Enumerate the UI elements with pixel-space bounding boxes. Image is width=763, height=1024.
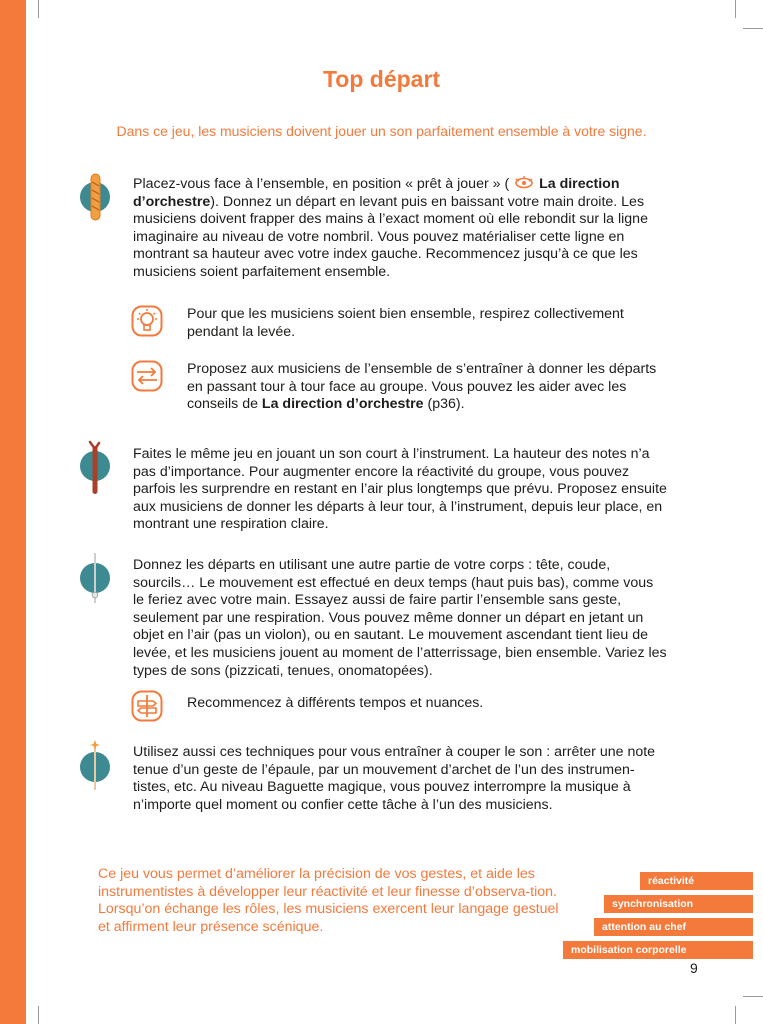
tip-paragraph: Pour que les musiciens soient bien ensemble, respirez collectivement pendant la levée. bbox=[187, 306, 624, 340]
step-paragraph: Utilisez aussi ces techniques pour vous entraîner à couper le son : arrêter une note tenue d’un geste de l’épaule, par un mouvement d’archet de l’un des instrumen-tistes, etc. Au niveau Baguette magique, vous pouvez interrompre la musique à n’importe quel moment ou confier cette tâche à l’un des musiciens. bbox=[133, 744, 656, 813]
page-number: 9 bbox=[690, 960, 698, 976]
branch-icon bbox=[80, 440, 112, 496]
page-title: Top départ bbox=[322, 66, 441, 92]
crop-mark bbox=[38, 0, 39, 18]
crop-mark bbox=[735, 1006, 736, 1024]
skill-tag: réactivité bbox=[640, 872, 753, 890]
swap-arrows-icon bbox=[131, 360, 163, 392]
tip-paragraph: Recommencez à différents tempos et nuances. bbox=[187, 695, 484, 711]
eye-icon bbox=[513, 176, 535, 189]
closing-summary: Ce jeu vous permet d’améliorer la précision de vos gestes, et aide les instrumentistes à développer leur réactivité et leur finesse d’observa-tion. Lorsqu’on échange les rôles, les musiciens exercent leur langage gestuel et affirment leur présence scénique. bbox=[98, 866, 559, 935]
signpost-icon bbox=[131, 690, 163, 722]
crop-mark bbox=[743, 28, 763, 29]
baguette-icon bbox=[80, 172, 112, 222]
magic-wand-icon bbox=[80, 740, 112, 790]
link-la-direction-orchestre[interactable]: La direction d’orchestre bbox=[133, 176, 620, 210]
wand-icon bbox=[80, 553, 112, 603]
crop-mark bbox=[743, 996, 763, 997]
skill-tag: attention au chef bbox=[594, 918, 753, 936]
side-color-band bbox=[0, 0, 26, 1024]
step-paragraph: Faites le même jeu en jouant un son court à l’instrument. La hauteur des notes n’a pas d’importance. Pour augmenter encore la réactivité du groupe, vous pouvez parfois les surprendre en restant en l’air plus longtemps que prévu. Proposez ensuite aux musiciens de donner les départs à leur tour, à l’instrument, depuis leur place, en montrant une respiration claire. bbox=[133, 446, 667, 533]
link-la-direction-orchestre[interactable]: La direction d’orchestre bbox=[261, 396, 424, 413]
crop-mark bbox=[38, 1006, 39, 1024]
step-paragraph: Donnez les départs en utilisant une autre partie de votre corps : tête, coude, sourcils… Le mouvement est effectué en deux temps (haut puis bas), comme vous le feriez avec votre main. Essayez aussi de faire partir l’ensemble sans geste, seulement par une respiration. Vous pouvez même donner un départ en jetant un objet en l’air (pas un violon), ou en sautant. Le mouvement ascendant tient lieu de levée, et les musiciens jouent au moment de l’atterrissage, bien ensemble. Variez les types de sons (pizzicati, tenues, onomatopées). bbox=[133, 557, 667, 679]
tip-paragraph: Proposez aux musiciens de l’ensemble de s’entraîner à donner les départs en passant tour à tour face au groupe. Vous pouvez les aider avec les conseils de La direction d’orchestre (p36). bbox=[187, 361, 657, 413]
step-paragraph: Placez-vous face à l’ensemble, en position « prêt à jouer » ( La direction d’orchestre). Donnez un départ en levant puis en baissant votre main droite. Les musiciens doivent frapper des mains à l’exact moment où elle rebondit sur la ligne imaginaire au niveau de votre nombril. Vous pouvez matérialiser cette ligne en montrant sa hauteur avec votre index gauche. Recommencez jusqu’à ce que les musiciens soient parfaitement ensemble. bbox=[133, 176, 648, 280]
crop-mark bbox=[735, 0, 736, 18]
skill-tag: synchronisation bbox=[604, 895, 753, 913]
intro-text: Dans ce jeu, les musiciens doivent jouer un son parfaitement ensemble à votre signe. bbox=[116, 123, 647, 139]
skill-tag: mobilisation corporelle bbox=[563, 941, 753, 959]
lightbulb-icon bbox=[131, 305, 163, 337]
